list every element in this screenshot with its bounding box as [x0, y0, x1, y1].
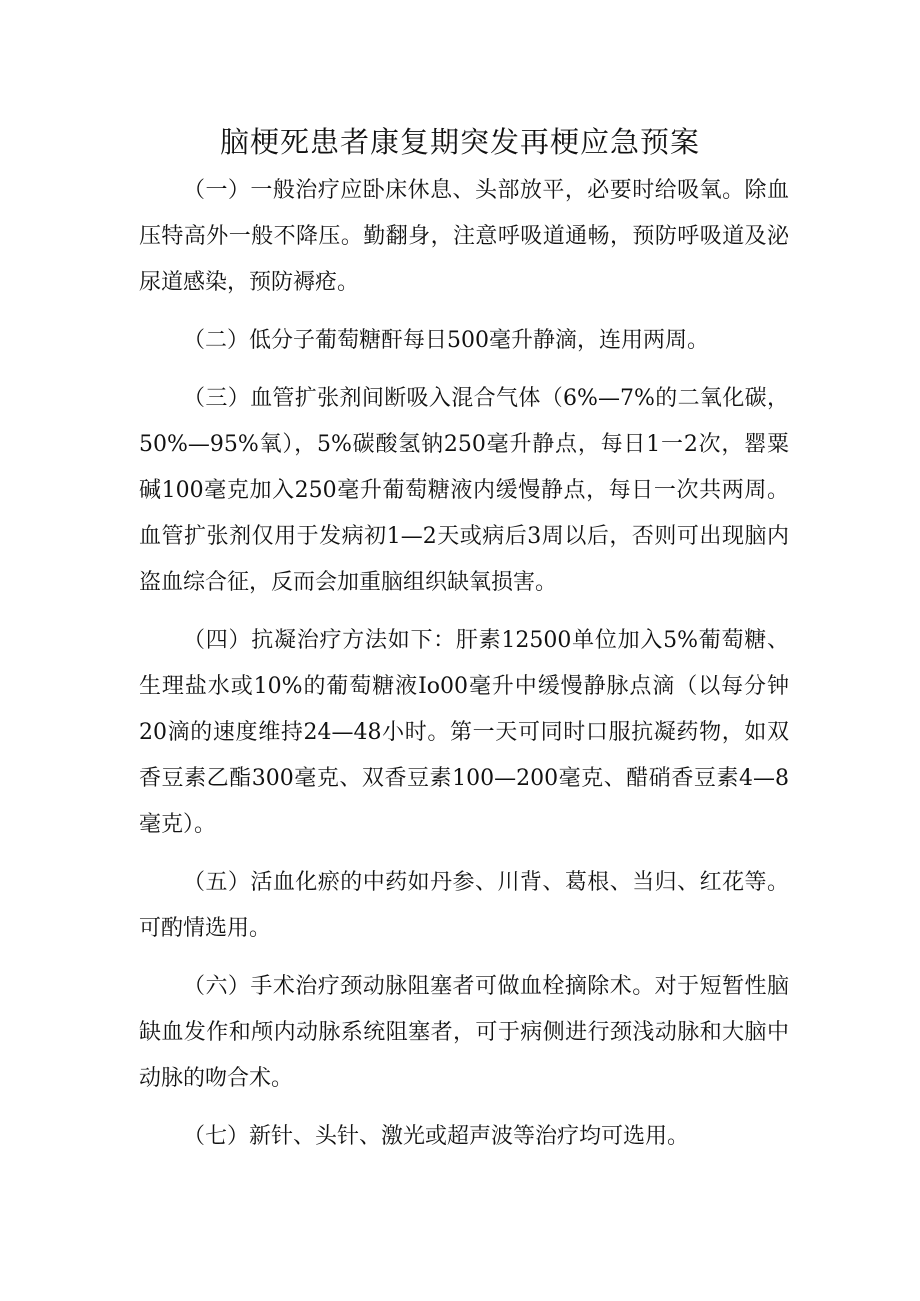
paragraph-1: （一）一般治疗应卧床休息、头部放平，必要时给吸氧。除血压特高外一般不降压。勤翻身，注意呼吸道通畅，预防呼吸道及泌尿道感染，预防褥疮。 — [139, 178, 789, 295]
document-title: 脑梗死患者康复期突发再梗应急预案 — [219, 125, 700, 159]
paragraph-2: （二）低分子葡萄糖酐每日500毫升静滴，连用两周。 — [183, 328, 709, 353]
paragraph-6: （六）手术治疗颈动脉阻塞者可做血栓摘除术。对于短暂性脑缺血发作和颅内动脉系统阻塞者，可于病侧进行颈浅动脉和大脑中动脉的吻合术。 — [139, 974, 789, 1091]
paragraph-5: （五）活血化瘀的中药如丹参、川背、葛根、当归、红花等。可酌情选用。 — [139, 870, 789, 941]
paragraph-3: （三）血管扩张剂间断吸入混合气体（6%—7%的二氧化碳，50%—95%氧），5%碳酸氢钠250毫升静点，每日1一2次，罂粟碱100毫克加入250毫升葡萄糖液内缓慢静点，每日一次共两周。血管扩张剂仅用于发病初1—2天或病后3周以后，否则可出现脑内盗血综合征，反而会加重脑组织缺氧损害。 — [139, 386, 789, 595]
document-body — [139, 168, 789, 1172]
paragraph-4: （四）抗凝治疗方法如下：肝素12500单位加入5%葡萄糖、生理盐水或10%的葡萄糖液Io00毫升中缓慢静脉点滴（以每分钟20滴的速度维持24—48小时。第一天可同时口服抗凝药物，如双香豆素乙酯300毫克、双香豆素100—200毫克、醋硝香豆素4—8毫克）。 — [139, 628, 789, 837]
paragraph-7: （七）新针、头针、激光或超声波等治疗均可选用。 — [183, 1124, 690, 1149]
